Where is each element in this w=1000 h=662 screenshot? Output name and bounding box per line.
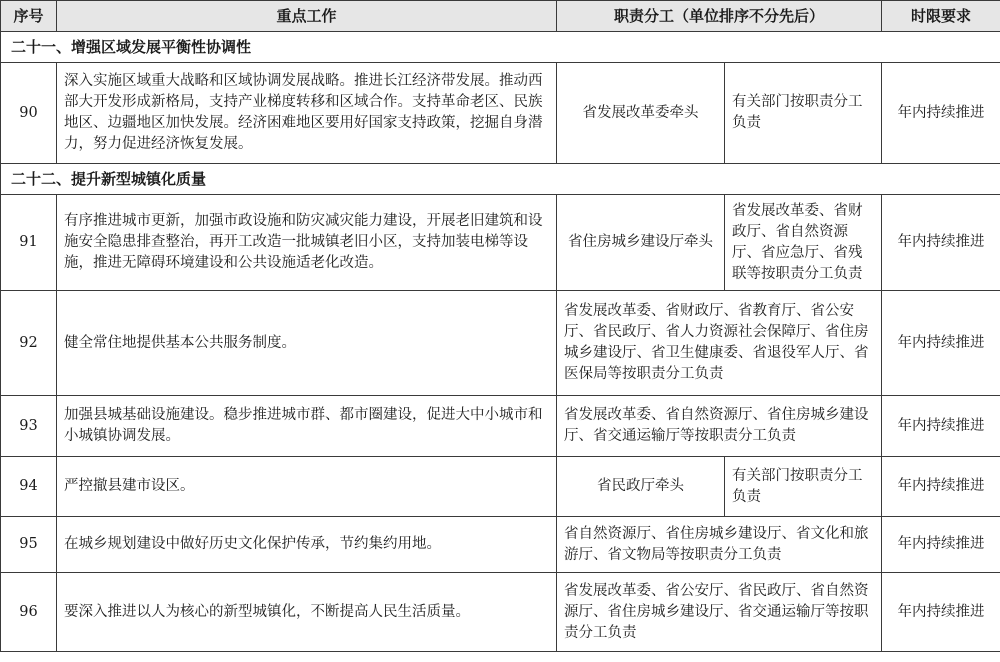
row-task: 要深入推进以人为核心的新型城镇化，不断提高人民生活质量。 — [57, 573, 557, 652]
header-deadline: 时限要求 — [882, 1, 1000, 32]
row-lead: 省住房城乡建设厅牵头 — [557, 195, 725, 291]
row-lead: 省民政厅牵头 — [557, 457, 725, 517]
row-task: 严控撤县建市设区。 — [57, 457, 557, 517]
row-number: 95 — [1, 517, 57, 573]
row-task: 在城乡规划建设中做好历史文化保护传承，节约集约用地。 — [57, 517, 557, 573]
row-number: 96 — [1, 573, 57, 652]
header-duty: 职责分工（单位排序不分先后） — [557, 1, 882, 32]
row-number: 90 — [1, 63, 57, 164]
row-duty: 省发展改革委、省财政厅、省教育厅、省公安厅、省民政厅、省人力资源社会保障厅、省住房城乡建设厅、省卫生健康委、省退役军人厅、省医保局等按职责分工负责 — [557, 291, 882, 396]
row-lead: 省发展改革委牵头 — [557, 63, 725, 164]
row-deadline: 年内持续推进 — [882, 396, 1000, 457]
row-number: 93 — [1, 396, 57, 457]
table-header-row — [1, 1, 1000, 32]
header-task: 重点工作 — [57, 1, 557, 32]
header-no: 序号 — [1, 1, 57, 32]
row-duty: 省发展改革委、省自然资源厅、省住房城乡建设厅、省交通运输厅等按职责分工负责 — [557, 396, 882, 457]
row-task: 加强县城基础设施建设。稳步推进城市群、都市圈建设，促进大中小城市和小城镇协调发展。 — [57, 396, 557, 457]
section-title: 二十一、增强区域发展平衡性协调性 — [1, 32, 1000, 63]
section-title: 二十二、提升新型城镇化质量 — [1, 164, 1000, 195]
row-task: 深入实施区域重大战略和区域协调发展战略。推进长江经济带发展。推动西部大开发形成新格局，支持产业梯度转移和区域合作。支持革命老区、民族地区、边疆地区加快发展。经济困难地区要用好国家支持政策，挖掘自身潜力，努力促进经济恢复发展。 — [57, 63, 557, 164]
row-deadline: 年内持续推进 — [882, 291, 1000, 396]
table-row — [1, 291, 1000, 396]
row-duty: 省自然资源厅、省住房城乡建设厅、省文化和旅游厅、省文物局等按职责分工负责 — [557, 517, 882, 573]
table-row — [1, 457, 1000, 517]
row-others: 省发展改革委、省财政厅、省自然资源厅、省应急厅、省残联等按职责分工负责 — [725, 195, 882, 291]
table-row — [1, 63, 1000, 164]
row-others: 有关部门按职责分工负责 — [725, 63, 882, 164]
section-row — [1, 32, 1000, 63]
table-row — [1, 195, 1000, 291]
row-number: 92 — [1, 291, 57, 396]
row-number: 94 — [1, 457, 57, 517]
section-row — [1, 164, 1000, 195]
row-number: 91 — [1, 195, 57, 291]
row-deadline: 年内持续推进 — [882, 63, 1000, 164]
row-deadline: 年内持续推进 — [882, 457, 1000, 517]
row-others: 有关部门按职责分工负责 — [725, 457, 882, 517]
row-task: 有序推进城市更新，加强市政设施和防灾减灾能力建设，开展老旧建筑和设施安全隐患排查整治，再开工改造一批城镇老旧小区，支持加装电梯等设施，推进无障碍环境建设和公共设施适老化改造。 — [57, 195, 557, 291]
row-task: 健全常住地提供基本公共服务制度。 — [57, 291, 557, 396]
table-row — [1, 517, 1000, 573]
row-duty: 省发展改革委、省公安厅、省民政厅、省自然资源厅、省住房城乡建设厅、省交通运输厅等按职责分工负责 — [557, 573, 882, 652]
table-row — [1, 573, 1000, 652]
table-row — [1, 396, 1000, 457]
row-deadline: 年内持续推进 — [882, 195, 1000, 291]
row-deadline: 年内持续推进 — [882, 517, 1000, 573]
row-deadline: 年内持续推进 — [882, 573, 1000, 652]
